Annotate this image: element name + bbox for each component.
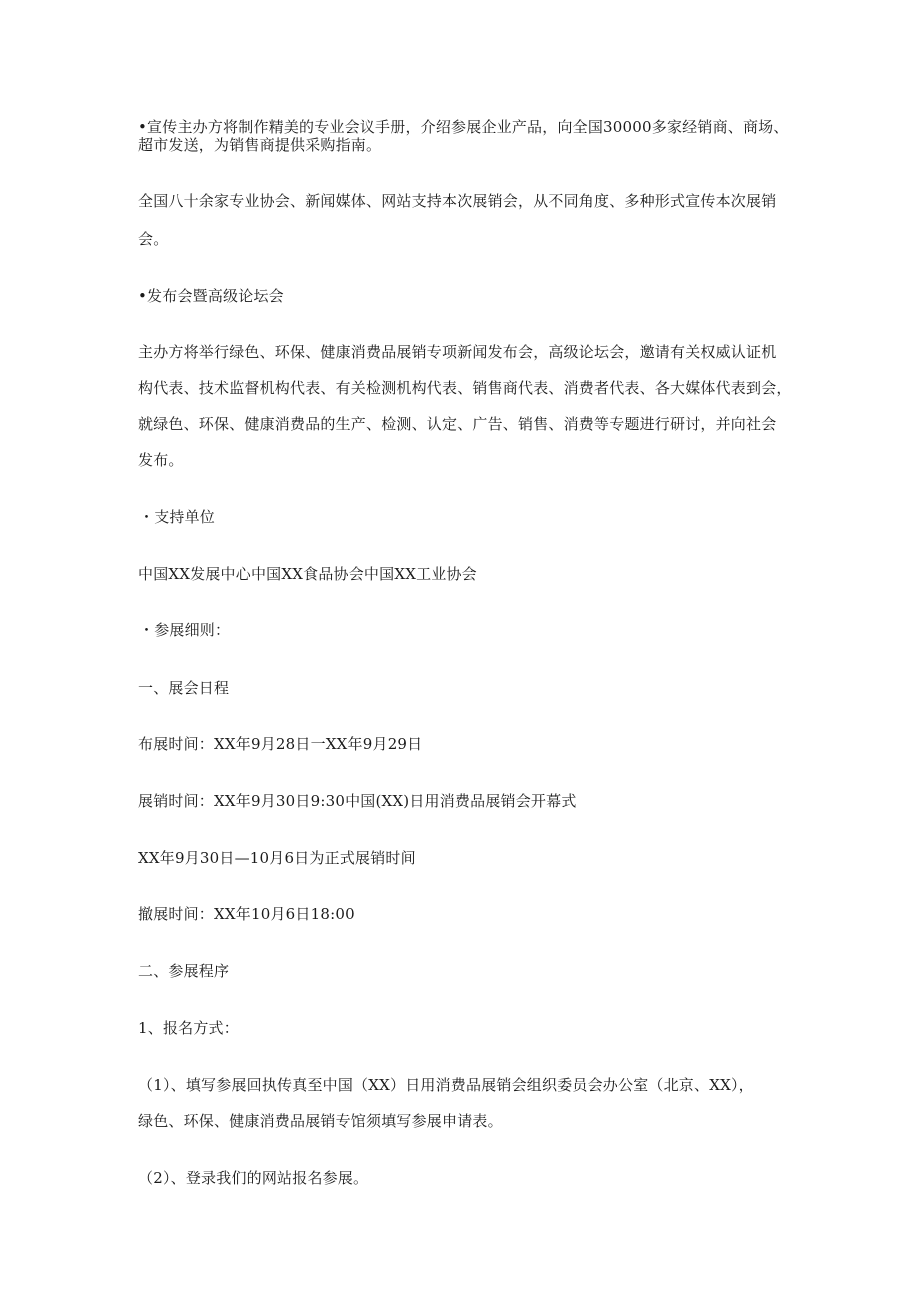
paragraph-line: 超市发送，为销售商提供采购指南。 <box>138 136 382 154</box>
paragraph-line: （2）、登录我们的网站报名参展。 <box>138 1169 369 1187</box>
section-heading: 1、报名方式： <box>138 1019 239 1037</box>
paragraph-line: 发布。 <box>138 451 184 469</box>
section-heading: ・支持单位 <box>139 508 216 526</box>
paragraph-line: 就绿色、环保、健康消费品的生产、检测、认定、广告、销售、消费等专题进行研讨，并向社会 <box>138 415 777 433</box>
paragraph-line: 绿色、环保、健康消费品展销专馆须填写参展申请表。 <box>138 1112 503 1130</box>
paragraph-line: （1）、填写参展回执传真至中国（XX）日用消费品展销会组织委员会办公室（北京、XX）， <box>138 1076 754 1094</box>
paragraph-line: •宣传主办方将制作精美的专业会议手册，介绍参展企业产品，向全国30000多家经销商、商场、 <box>138 118 789 136</box>
paragraph-line: 主办方将举行绿色、环保、健康消费品展销专项新闻发布会，高级论坛会，邀请有关权威认证机 <box>138 343 777 361</box>
section-heading: •发布会暨高级论坛会 <box>138 287 284 305</box>
section-heading: ・参展细则： <box>139 621 231 639</box>
paragraph-line: 布展时间：XX年9月28日一XX年9月29日 <box>138 735 423 753</box>
section-heading: 二、参展程序 <box>138 962 230 980</box>
paragraph-line: 撤展时间：XX年10月6日18:00 <box>138 905 355 923</box>
paragraph-line: XX年9月30日—10月6日为正式展销时间 <box>138 849 416 867</box>
paragraph-line: 全国八十余家专业协会、新闻媒体、网站支持本次展销会，从不同角度、多种形式宣传本次展销 <box>138 192 777 210</box>
paragraph-line: 中国XX发展中心中国XX食品协会中国XX工业协会 <box>138 565 477 583</box>
paragraph-line: 展销时间：XX年9月30日9:30中国(XX)日用消费品展销会开幕式 <box>138 792 577 810</box>
paragraph-line: 构代表、技术监督机构代表、有关检测机构代表、销售商代表、消费者代表、各大媒体代表到会， <box>138 379 792 397</box>
paragraph-line: 会。 <box>138 230 169 248</box>
section-heading: 一、展会日程 <box>138 679 230 697</box>
